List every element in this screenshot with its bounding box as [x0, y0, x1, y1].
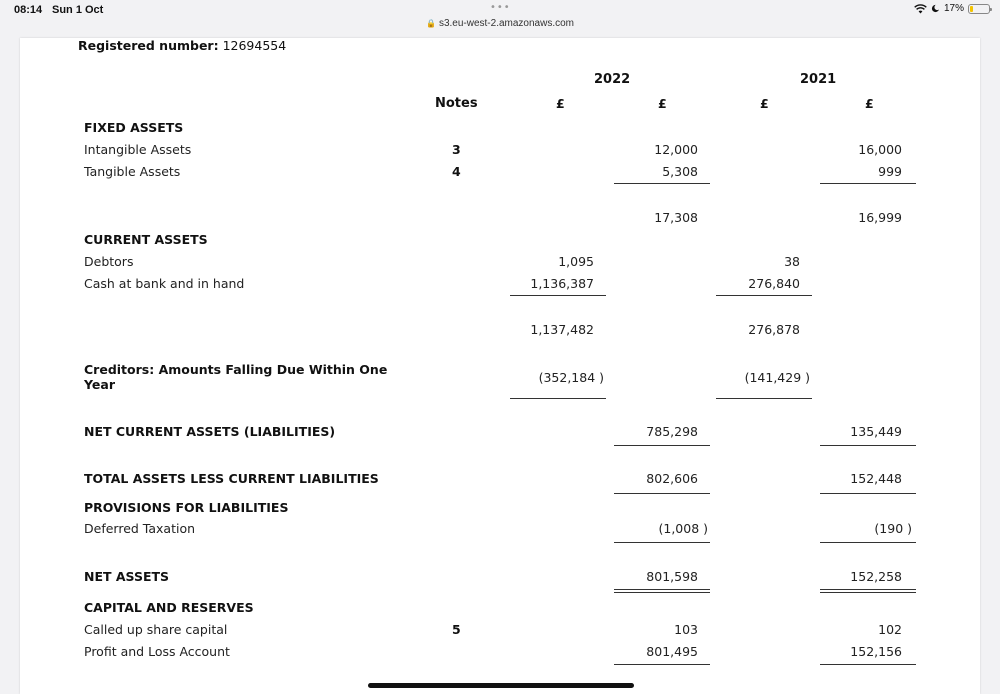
status-time: 08:14 — [14, 4, 43, 16]
fixed-total-2022: 17,308 — [654, 210, 698, 225]
total-assets-2022: 802,606 — [646, 471, 698, 486]
net-current-assets-2022: 785,298 — [646, 424, 698, 439]
total-assets-label: TOTAL ASSETS LESS CURRENT LIABILITIES — [84, 471, 379, 486]
underline — [716, 295, 812, 296]
debtors-2021: 38 — [784, 254, 800, 269]
intangible-2022: 12,000 — [654, 142, 698, 157]
year-2021-header: 2021 — [800, 72, 837, 87]
document-page — [20, 38, 980, 694]
lock-icon: 🔒 — [425, 19, 436, 28]
underline — [716, 398, 812, 399]
underline — [820, 183, 916, 184]
underline — [820, 542, 916, 543]
intangible-note: 3 — [452, 142, 461, 157]
underline — [614, 445, 710, 446]
cash-label: Cash at bank and in hand — [84, 276, 245, 291]
share-capital-2022: 103 — [674, 622, 698, 637]
underline — [614, 542, 710, 543]
provisions-heading: PROVISIONS FOR LIABILITIES — [84, 500, 289, 515]
creditors-label-line-1: Creditors: Amounts Falling Due Within One — [84, 362, 388, 377]
double-underline — [820, 589, 916, 593]
wifi-icon — [914, 4, 927, 14]
profit-loss-label: Profit and Loss Account — [84, 644, 230, 659]
underline — [614, 183, 710, 184]
deferred-tax-2022: (1,008 ) — [658, 521, 708, 536]
deferred-tax-2021: (190 ) — [874, 521, 912, 536]
profit-loss-2021: 152,156 — [850, 644, 902, 659]
fixed-assets-heading: FIXED ASSETS — [84, 120, 184, 135]
notes-header: Notes — [435, 96, 478, 111]
cash-2022: 1,136,387 — [530, 276, 594, 291]
status-date: Sun 1 Oct — [52, 4, 104, 16]
underline — [820, 664, 916, 665]
creditors-label-line-2: Year — [84, 377, 115, 392]
fixed-total-2021: 16,999 — [858, 210, 902, 225]
more-dots-icon[interactable]: ••• — [490, 2, 511, 13]
deferred-tax-label: Deferred Taxation — [84, 521, 196, 536]
creditors-2022: (352,184 ) — [538, 370, 604, 385]
underline — [614, 493, 710, 494]
profit-loss-2022: 801,495 — [646, 644, 698, 659]
creditors-label — [84, 362, 387, 392]
total-assets-2021: 152,448 — [850, 471, 902, 486]
registered-number — [78, 38, 286, 53]
underline — [820, 493, 916, 494]
cash-2021: 276,840 — [748, 276, 800, 291]
current-total-2022: 1,137,482 — [530, 322, 594, 337]
share-capital-note: 5 — [452, 622, 461, 637]
tangible-2022: 5,308 — [662, 164, 698, 179]
year-2022-header: 2022 — [594, 72, 631, 87]
double-underline — [614, 589, 710, 593]
url-text: s3.eu-west-2.amazonaws.com — [438, 18, 575, 29]
currency-header-2022-b: £ — [658, 96, 667, 111]
underline — [820, 445, 916, 446]
net-assets-2021: 152,258 — [850, 569, 902, 584]
battery-fill — [970, 6, 973, 12]
debtors-label: Debtors — [84, 254, 134, 269]
underline — [510, 398, 606, 399]
share-capital-2021: 102 — [878, 622, 902, 637]
currency-header-2021-b: £ — [865, 96, 874, 111]
net-assets-2022: 801,598 — [646, 569, 698, 584]
tangible-label: Tangible Assets — [84, 164, 181, 179]
battery-percent: 17% — [943, 3, 964, 14]
tangible-note: 4 — [452, 164, 461, 179]
battery-icon — [968, 4, 990, 14]
currency-header-2021-a: £ — [760, 96, 769, 111]
url-bar[interactable] — [0, 18, 1000, 29]
current-assets-heading: CURRENT ASSETS — [84, 232, 208, 247]
home-indicator[interactable] — [368, 683, 634, 688]
underline — [614, 664, 710, 665]
intangible-label: Intangible Assets — [84, 142, 192, 157]
debtors-2022: 1,095 — [558, 254, 594, 269]
status-right — [914, 3, 990, 14]
moon-icon — [931, 4, 940, 13]
tangible-2021: 999 — [878, 164, 902, 179]
net-current-assets-2021: 135,449 — [850, 424, 902, 439]
share-capital-label: Called up share capital — [84, 622, 228, 637]
registered-number-label: Registered number: — [78, 38, 219, 53]
intangible-2021: 16,000 — [858, 142, 902, 157]
current-total-2021: 276,878 — [748, 322, 800, 337]
currency-header-2022-a: £ — [556, 96, 565, 111]
net-assets-label: NET ASSETS — [84, 569, 170, 584]
creditors-2021: (141,429 ) — [744, 370, 810, 385]
capital-reserves-heading: CAPITAL AND RESERVES — [84, 600, 254, 615]
underline — [510, 295, 606, 296]
net-current-assets-label: NET CURRENT ASSETS (LIABILITIES) — [84, 424, 336, 439]
registered-number-value: 12694554 — [222, 38, 287, 53]
